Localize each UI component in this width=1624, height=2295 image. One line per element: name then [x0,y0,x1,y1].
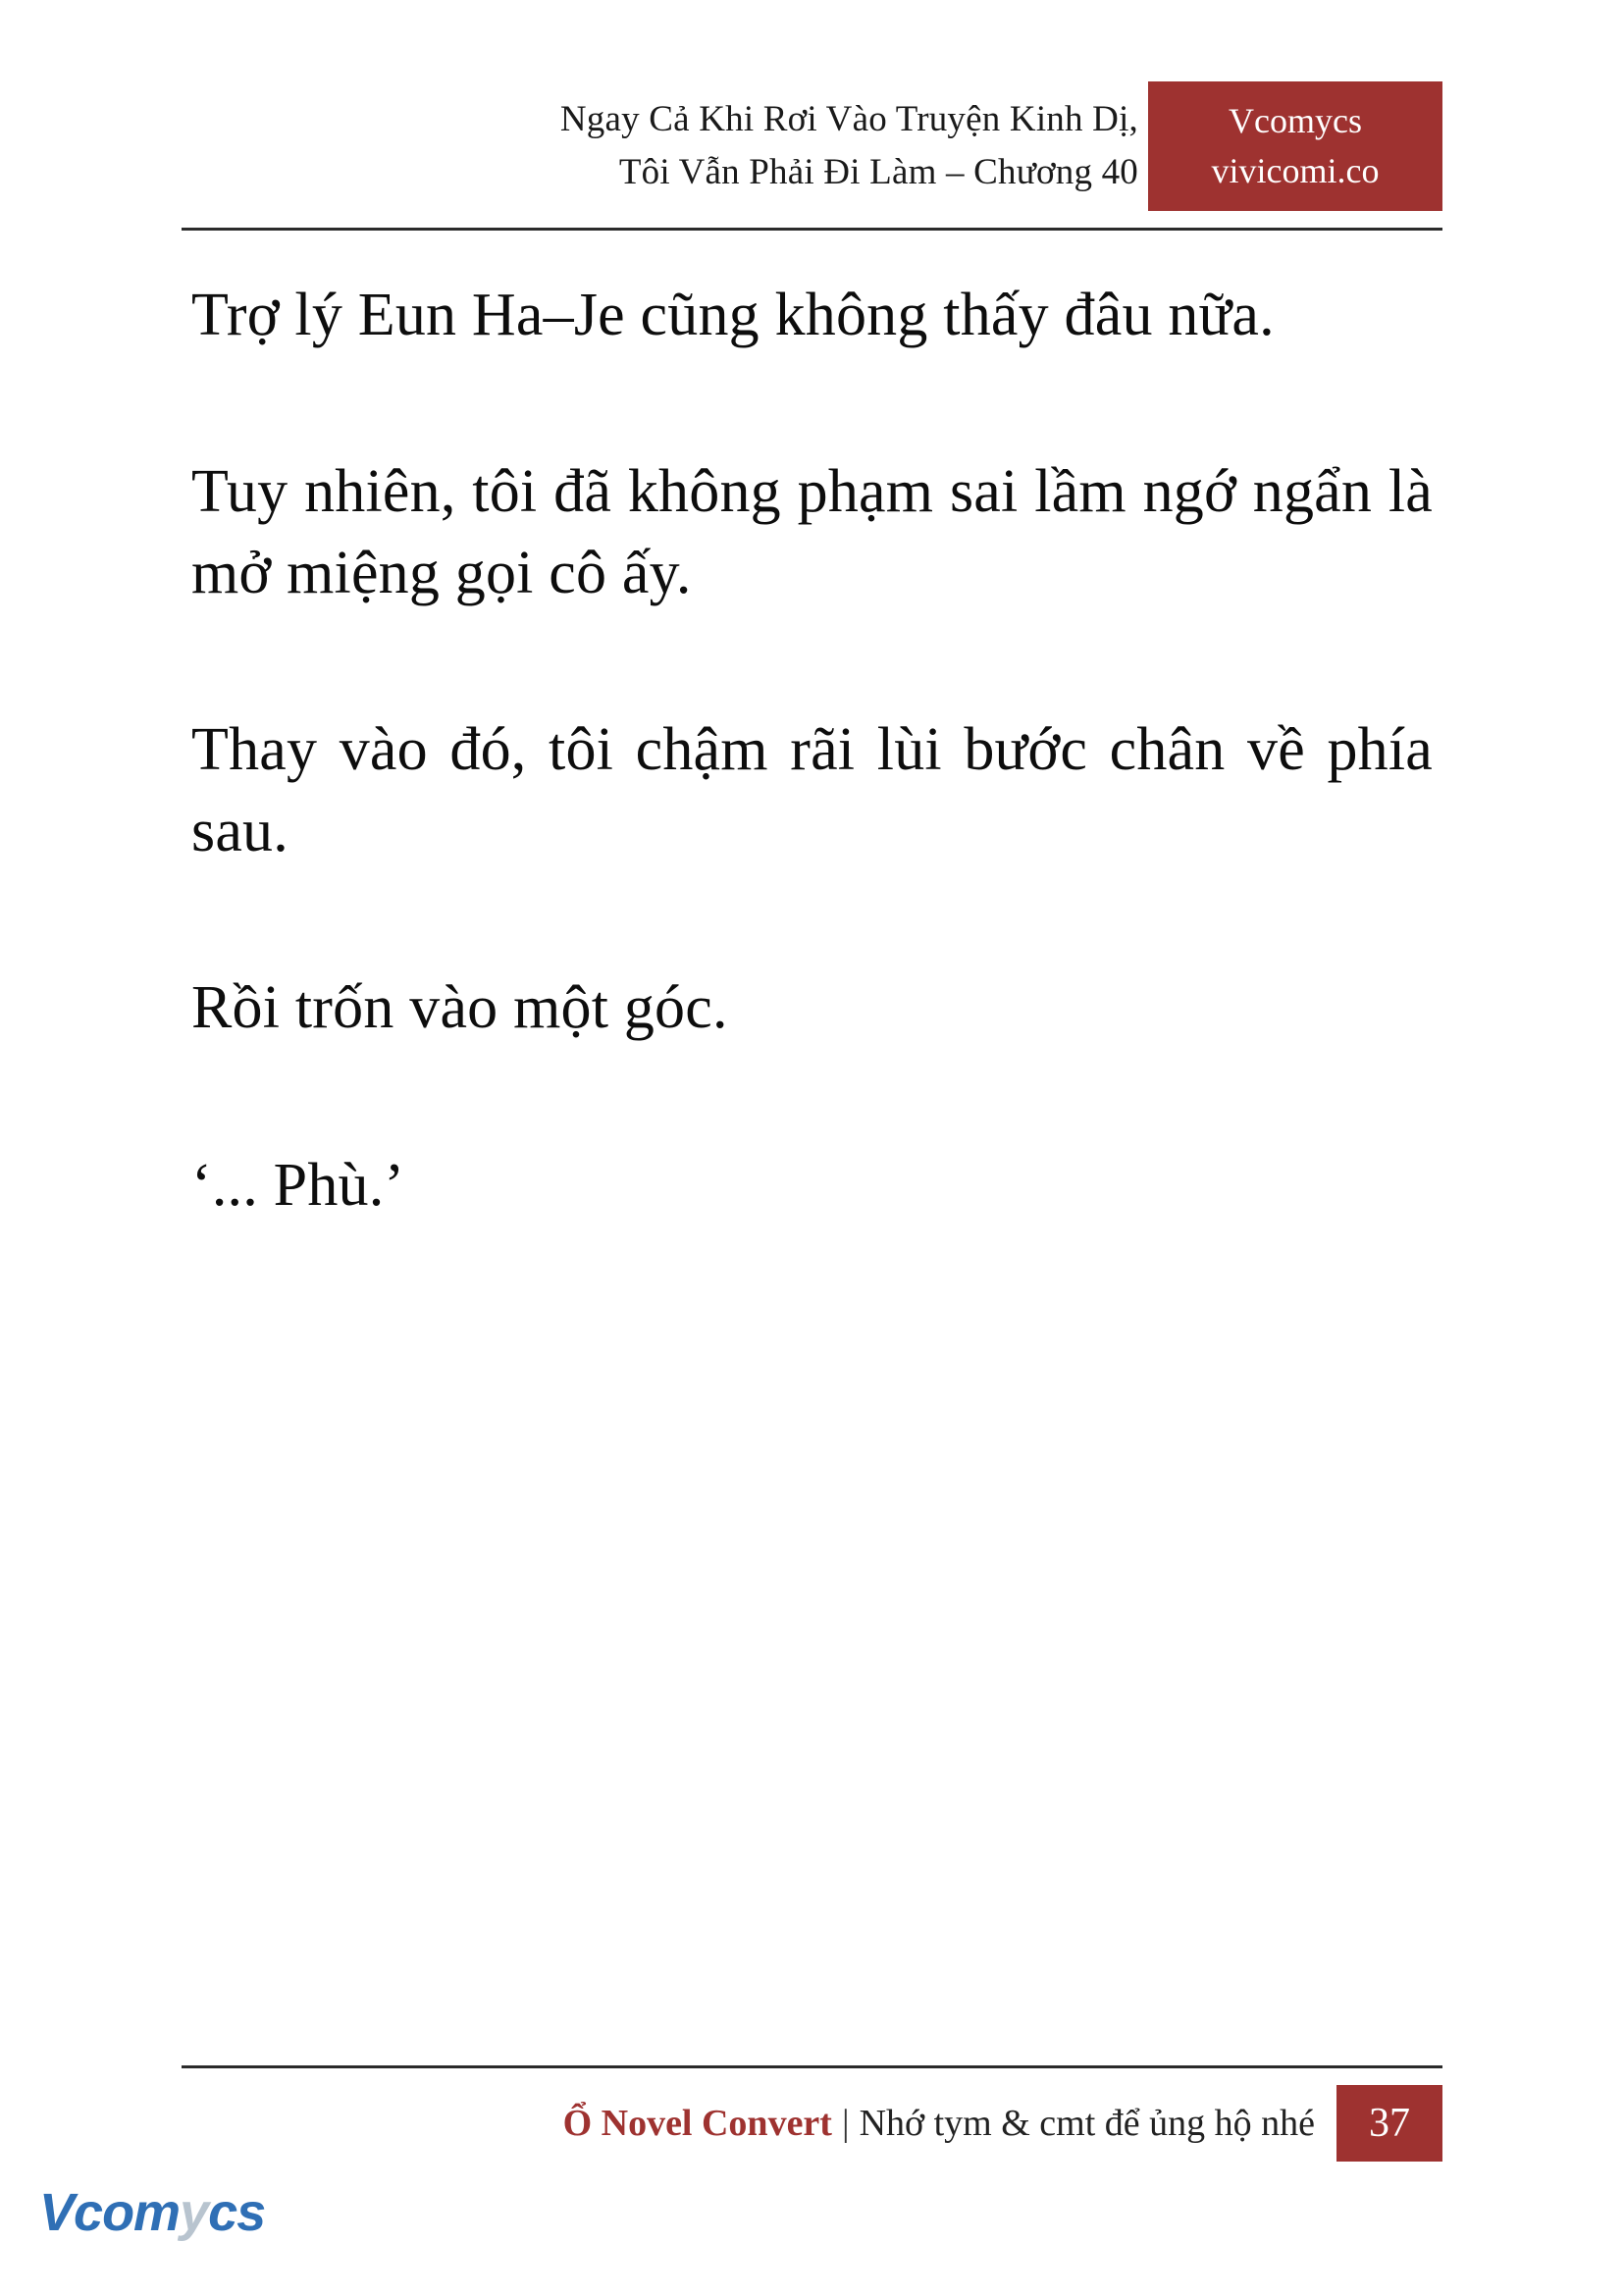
watermark-letters-cs: cs [208,2183,266,2242]
paragraph: Thay vào đó, tôi chậm rãi lùi bước chân về phía sau. [191,716,1433,864]
footer-divider [182,2065,1442,2068]
watermark-text [39,2183,266,2242]
footer-separator: | [841,2103,850,2144]
watermark-letter-v: V [39,2183,75,2242]
footer-note: Nhớ tym & cmt để ủng hộ nhé [859,2103,1315,2144]
site-badge-url: vivicomi.co [1211,151,1380,190]
paragraph: Tuy nhiên, tôi đã không phạm sai lầm ngớ ngẩn là mở miệng gọi cô ấy. [191,458,1433,606]
page-content [191,275,1433,1226]
page-header [182,93,1442,226]
site-badge [1148,81,1442,211]
page-number-badge: 37 [1336,2085,1442,2162]
paragraph: ‘... Phù.’ [191,1151,405,1219]
paragraph: Rồi trốn vào một góc. [191,974,728,1042]
chapter-title-line1: Ngay Cả Khi Rơi Vào Truyện Kinh Dị, [559,99,1138,139]
footer-brand: Ổ Novel Convert [562,2103,832,2144]
vcomycs-watermark-logo [39,2183,266,2270]
chapter-title [255,93,1138,198]
site-badge-name: Vcomycs [1229,100,1362,140]
chapter-title-line2: Tôi Vẫn Phải Đi Làm – Chương 40 [618,151,1138,192]
watermark-letters-com: com [74,2183,181,2242]
footer-content [563,2085,1442,2162]
paragraph: Trợ lý Eun Ha–Je cũng không thấy đâu nữa. [191,282,1275,348]
watermark-letter-y: y [180,2183,209,2242]
page-footer [182,2085,1442,2162]
header-divider [182,228,1442,231]
